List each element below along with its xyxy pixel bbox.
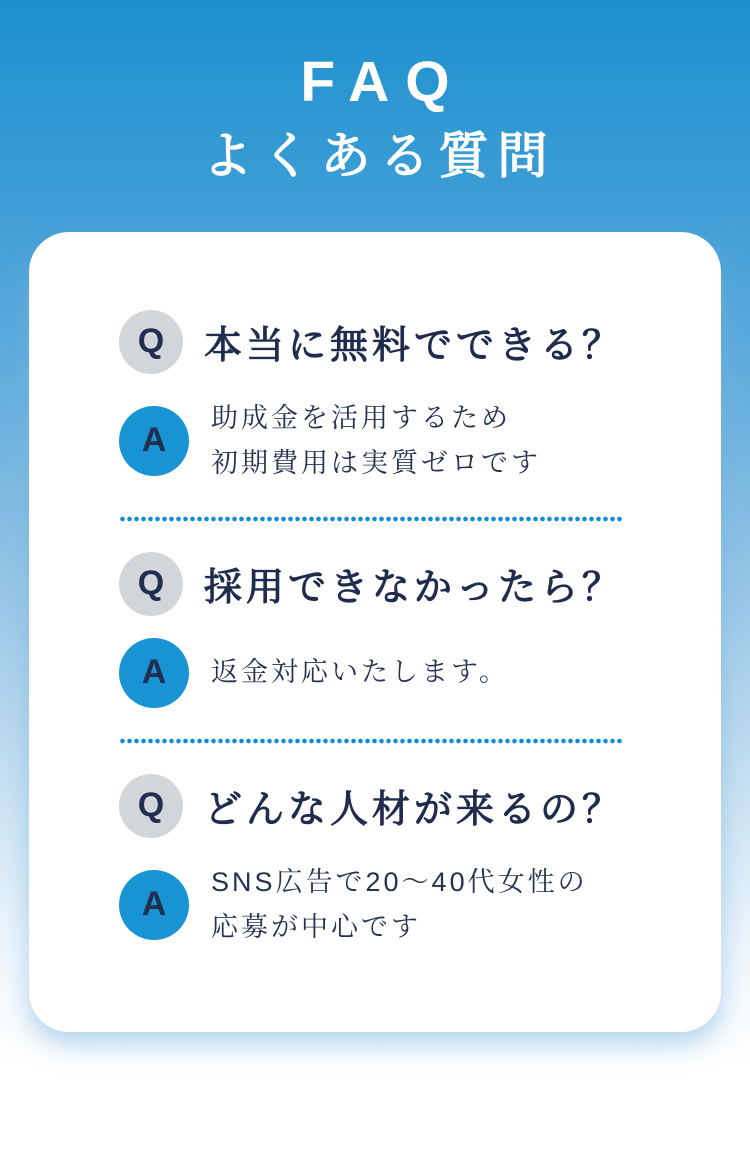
q-badge: Q	[119, 552, 183, 616]
question-row-1	[119, 310, 623, 374]
answer-line: 返金対応いたします。	[211, 657, 509, 688]
qa-item-2	[119, 552, 623, 708]
qa-item-1	[119, 310, 623, 486]
answer-line: 助成金を活用するため	[211, 402, 511, 433]
answer-row-1	[119, 396, 623, 486]
a-badge: A	[119, 870, 189, 940]
question-text-1: 本当に無料でできる？	[204, 325, 625, 368]
answer-text-3	[211, 860, 588, 950]
answer-line: 初期費用は実質ゼロです	[211, 447, 541, 478]
question-text-3: どんな人材が来るの？	[204, 789, 625, 832]
q-badge: Q	[119, 774, 183, 838]
answer-text-2	[211, 650, 509, 695]
faq-header	[0, 0, 750, 186]
question-text-2: 採用できなかったら？	[204, 567, 625, 610]
qa-item-3	[119, 774, 623, 950]
q-badge: Q	[119, 310, 183, 374]
faq-title: FAQ	[300, 50, 466, 114]
answer-row-2	[119, 638, 623, 708]
dotted-divider-1	[119, 516, 623, 522]
answer-line: 応募が中心です	[211, 911, 421, 942]
dotted-divider-2	[119, 738, 623, 744]
a-badge: A	[119, 406, 189, 476]
faq-subtitle: よくある質問	[202, 127, 557, 184]
a-badge: A	[119, 638, 189, 708]
answer-row-3	[119, 860, 623, 950]
answer-text-1	[211, 396, 541, 486]
question-row-2	[119, 552, 623, 616]
answer-line: SNS広告で20〜40代女性の	[211, 866, 588, 897]
question-row-3	[119, 774, 623, 838]
faq-card	[29, 232, 721, 1032]
